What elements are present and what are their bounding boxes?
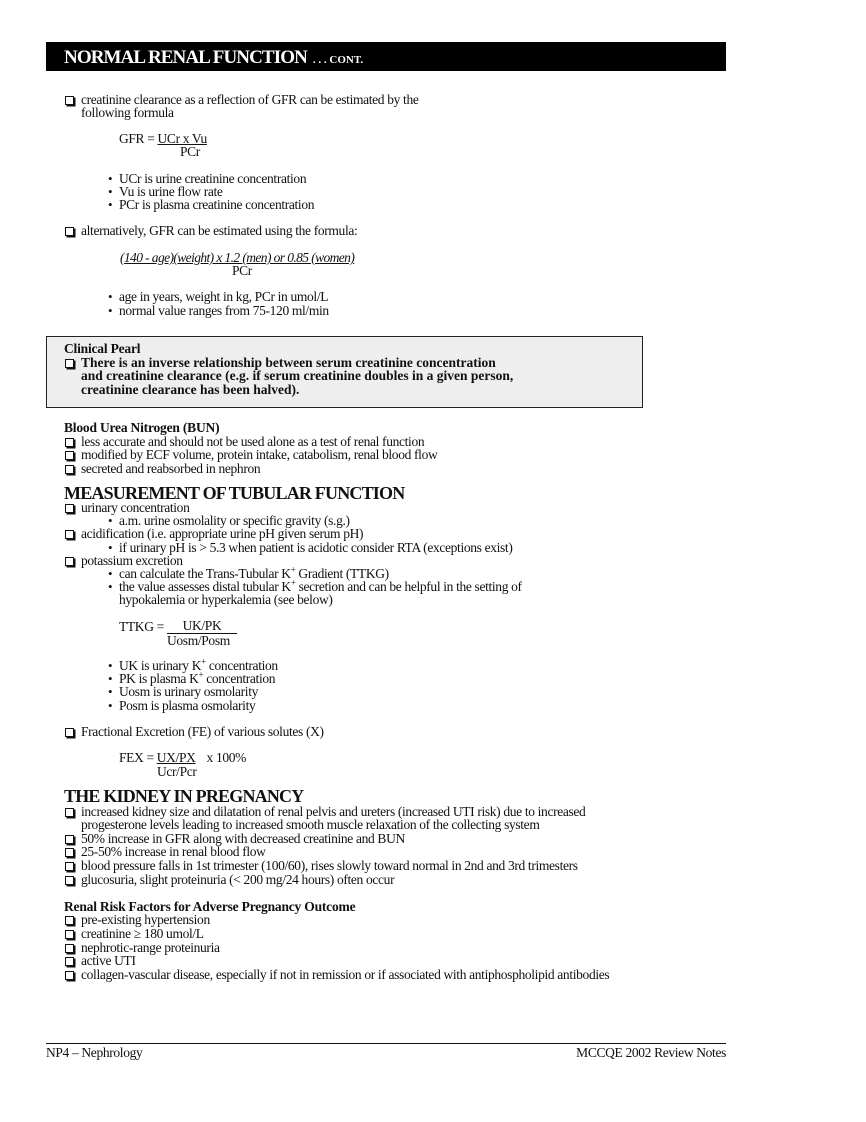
cockcroft-formula: (140 - age)(weight) x 1.2 (men) or 0.85 (women) <box>120 250 355 265</box>
cont-label: . . . CONT. <box>312 54 364 66</box>
list-item: active UTI <box>81 953 136 968</box>
pearl-text: There is an inverse relationship between serum creatinine concentration <box>81 355 496 370</box>
list-item: blood pressure falls in 1st trimester (100/60), rises slowly toward normal in 2nd and 3rd trimesters <box>81 858 578 873</box>
bullet-icon: • <box>108 289 113 304</box>
list-item-cont: progesterone levels leading to increased smooth muscle relaxation of the collecting system <box>81 817 540 832</box>
checkbox-bullet-icon <box>65 971 74 980</box>
tubular-heading: MEASUREMENT OF TUBULAR FUNCTION <box>64 483 405 503</box>
bullet-icon: • <box>108 566 113 581</box>
bullet-icon: • <box>108 171 113 186</box>
bullet-icon: • <box>108 184 113 199</box>
gfr-intro-cont: following formula <box>81 105 174 120</box>
list-item: glucosuria, slight proteinuria (< 200 mg/24 hours) often occur <box>81 872 395 887</box>
list-item: can calculate the Trans-Tubular K+ Gradient (TTKG) <box>119 564 389 581</box>
ttkg-formula: TTKG = <box>119 619 164 634</box>
list-item: acidification (i.e. appropriate urine pH given serum pH) <box>81 526 364 541</box>
pearl-text: and creatinine clearance (e.g. if serum creatinine doubles in a given person, <box>81 368 514 383</box>
footer-divider <box>46 1043 726 1044</box>
checkbox-bullet-icon <box>65 96 74 105</box>
list-item: UK is urinary K+ concentration <box>119 656 278 673</box>
gfr-intro: creatinine clearance as a reflection of GFR can be estimated by the <box>81 92 419 107</box>
ttkg-denominator: Uosm/Posm <box>167 633 230 648</box>
checkbox-bullet-icon <box>65 438 74 447</box>
checkbox-bullet-icon <box>65 862 74 871</box>
list-item: 50% increase in GFR along with decreased creatinine and BUN <box>81 831 405 846</box>
checkbox-bullet-icon <box>65 465 74 474</box>
footer-left: NP4 – Nephrology <box>46 1045 143 1060</box>
list-item: 25-50% increase in renal blood flow <box>81 844 266 859</box>
bullet-icon: • <box>108 197 113 212</box>
bullet-icon: • <box>108 671 113 686</box>
checkbox-bullet-icon <box>65 808 74 817</box>
fex-formula: FEX = UX/PX x 100% <box>119 750 247 765</box>
footer-right: MCCQE 2002 Review Notes <box>576 1045 726 1060</box>
checkbox-bullet-icon <box>65 451 74 460</box>
checkbox-bullet-icon <box>65 944 74 953</box>
list-item: pre-existing hypertension <box>81 912 210 927</box>
checkbox-bullet-icon <box>65 557 74 566</box>
fex-denominator: Ucr/Pcr <box>157 764 197 779</box>
list-item: the value assesses distal tubular K+ secretion and can be helpful in the setting of <box>119 577 522 594</box>
section-title: NORMAL RENAL FUNCTION . . . CONT. <box>64 47 364 68</box>
list-item: Posm is plasma osmolarity <box>119 698 256 713</box>
pregnancy-heading: THE KIDNEY IN PREGNANCY <box>64 786 304 806</box>
bullet-icon: • <box>108 684 113 699</box>
list-item: Vu is urine flow rate <box>119 184 223 199</box>
list-item: collagen-vascular disease, especially if not in remission or if associated with antiphospholipid antibodies <box>81 967 610 982</box>
checkbox-bullet-icon <box>65 930 74 939</box>
list-item: if urinary pH is > 5.3 when patient is acidotic consider RTA (exceptions exist) <box>119 540 513 555</box>
bullet-icon: • <box>108 540 113 555</box>
cockcroft-denominator: PCr <box>232 263 252 278</box>
checkbox-bullet-icon <box>65 530 74 539</box>
section-header <box>46 42 726 71</box>
list-item: a.m. urine osmolality or specific gravity (s.g.) <box>119 513 350 528</box>
bun-heading: Blood Urea Nitrogen (BUN) <box>64 420 220 435</box>
bullet-icon: • <box>108 513 113 528</box>
list-item: increased kidney size and dilatation of renal pelvis and ureters (increased UTI risk) due to increased <box>81 804 586 819</box>
list-item: normal value ranges from 75-120 ml/min <box>119 303 329 318</box>
checkbox-bullet-icon <box>65 916 74 925</box>
checkbox-bullet-icon <box>65 835 74 844</box>
list-item: Uosm is urinary osmolarity <box>119 684 259 699</box>
checkbox-bullet-icon <box>65 359 74 368</box>
checkbox-bullet-icon <box>65 728 74 737</box>
gfr-alt: alternatively, GFR can be estimated using the formula: <box>81 223 358 238</box>
checkbox-bullet-icon <box>65 957 74 966</box>
pearl-text: creatinine clearance has been halved). <box>81 382 300 397</box>
list-item: PK is plasma K+ concentration <box>119 669 276 686</box>
risk-heading: Renal Risk Factors for Adverse Pregnancy Outcome <box>64 899 356 914</box>
gfr-formula: GFR = UCr x Vu <box>119 131 207 146</box>
list-item: less accurate and should not be used alone as a test of renal function <box>81 434 425 449</box>
gfr-formula-denominator: PCr <box>180 144 200 159</box>
list-item: age in years, weight in kg, PCr in umol/L <box>119 289 329 304</box>
list-item: potassium excretion <box>81 553 183 568</box>
list-item: secreted and reabsorbed in nephron <box>81 461 261 476</box>
list-item: modified by ECF volume, protein intake, catabolism, renal blood flow <box>81 447 438 462</box>
list-item: nephrotic-range proteinuria <box>81 940 220 955</box>
bullet-icon: • <box>108 698 113 713</box>
checkbox-bullet-icon <box>65 876 74 885</box>
list-item: urinary concentration <box>81 500 190 515</box>
checkbox-bullet-icon <box>65 848 74 857</box>
bullet-icon: • <box>108 303 113 318</box>
list-item: PCr is plasma creatinine concentration <box>119 197 315 212</box>
checkbox-bullet-icon <box>65 227 74 236</box>
ttkg-numerator: UK/PK <box>167 619 237 634</box>
list-item: UCr is urine creatinine concentration <box>119 171 307 186</box>
bullet-icon: • <box>108 579 113 594</box>
pearl-title: Clinical Pearl <box>64 341 141 356</box>
list-item-cont: hypokalemia or hyperkalemia (see below) <box>119 592 333 607</box>
bullet-icon: • <box>108 658 113 673</box>
list-item: creatinine ≥ 180 umol/L <box>81 926 204 941</box>
checkbox-bullet-icon <box>65 504 74 513</box>
list-item: Fractional Excretion (FE) of various solutes (X) <box>81 724 324 739</box>
